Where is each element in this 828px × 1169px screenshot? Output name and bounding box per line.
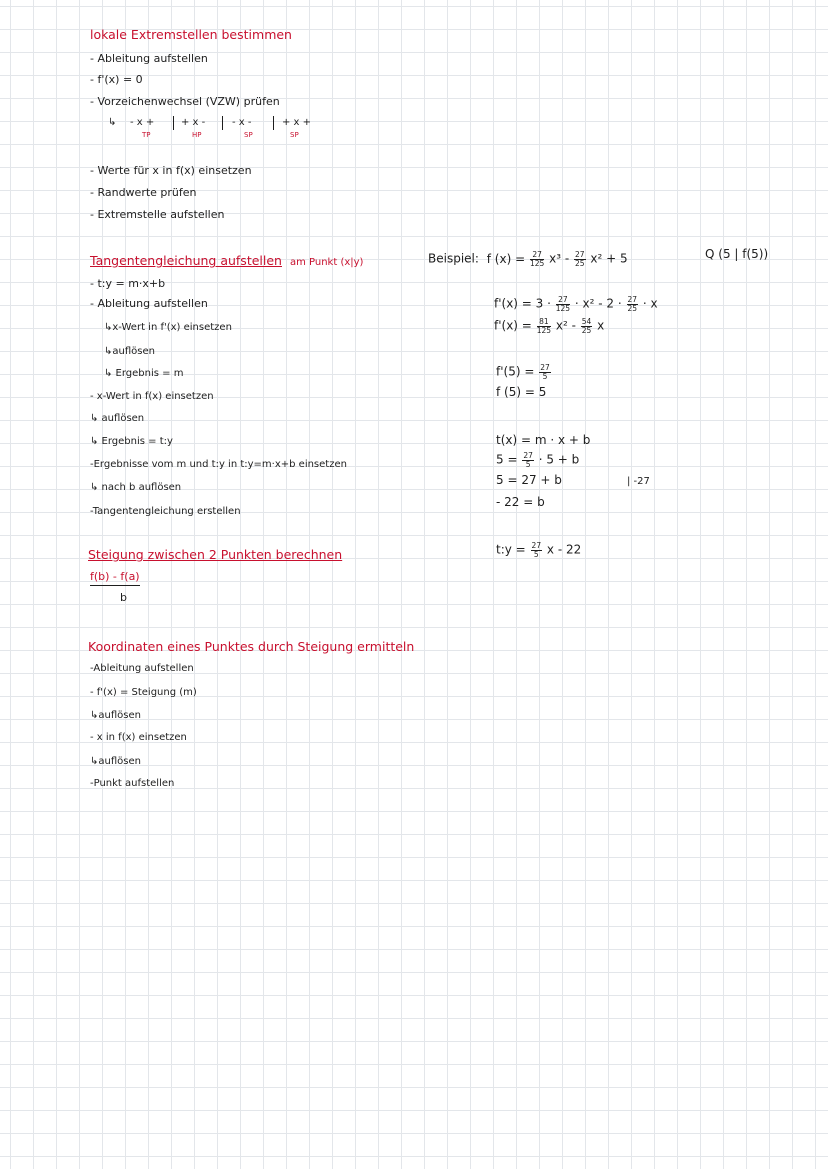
vzw-label-sp: SP xyxy=(244,131,253,139)
value-at-5: f (5) = 5 xyxy=(496,385,547,399)
fraction: $\frac{27}{5}$ xyxy=(540,363,550,381)
q-point: Q (5 | f(5)) xyxy=(705,247,769,261)
list-item: ↳ Ergebnis = m xyxy=(104,368,184,379)
list-item: ↳ nach b auflösen xyxy=(90,482,182,493)
list-item: ↳x-Wert in f'(x) einsetzen xyxy=(104,322,232,333)
fraction: $\frac{54}{25}$ xyxy=(581,317,592,335)
section2-heading xyxy=(90,254,363,269)
vzw-divider xyxy=(173,116,174,130)
tangent-substitution: 5 = $\frac{27}{5}$ · 5 + b xyxy=(496,451,580,469)
list-item: ↳auflösen xyxy=(90,710,141,721)
derivative-line-1: f'(x) = 3 · $\frac{27}{125}$ · x² - 2 · $\frac{27}{25}$ · x xyxy=(494,295,658,313)
tangent-step-note: | -27 xyxy=(627,476,650,487)
section2-title-suffix: am Punkt (x|y) xyxy=(289,257,364,268)
list-item: - Randwerte prüfen xyxy=(90,186,197,199)
vzw-label-sp: SP xyxy=(290,131,299,139)
tangent-step-2: - 22 = b xyxy=(496,495,545,509)
f-mid: x³ - xyxy=(549,251,570,266)
slope-numerator: f(b) - f(a) xyxy=(90,571,140,586)
list-item: ↳auflösen xyxy=(90,756,141,767)
fraction: $\frac{27}{25}$ xyxy=(627,295,638,313)
vzw-group: - x - xyxy=(232,117,252,128)
list-item: - x in f(x) einsetzen xyxy=(90,732,187,743)
vzw-group: - x + xyxy=(130,117,155,128)
list-item: -Punkt aufstellen xyxy=(90,778,175,789)
list-item: - x-Wert in f(x) einsetzen xyxy=(90,391,214,402)
f-end: x² + 5 xyxy=(590,251,628,266)
list-item: ↳auflösen xyxy=(104,346,155,357)
list-item: - f'(x) = 0 xyxy=(90,73,143,86)
list-item: -Ableitung aufstellen xyxy=(90,663,194,674)
vzw-divider xyxy=(222,116,223,130)
list-item: ↳ auflösen xyxy=(90,413,145,424)
section3-title: Steigung zwischen 2 Punkten berechnen xyxy=(88,547,343,562)
vzw-divider xyxy=(273,116,274,130)
vzw-group: + x - xyxy=(181,117,206,128)
slope-at-5: f'(5) = $\frac{27}{5}$ xyxy=(496,363,550,381)
list-item: -Ergebnisse vom m und t:y in t:y=m·x+b einsetzen xyxy=(90,459,347,470)
fraction: $\frac{27}{25}$ xyxy=(575,250,585,268)
fraction: $\frac{27}{5}$ xyxy=(523,451,533,469)
fraction: $\frac{27}{125}$ xyxy=(555,295,571,313)
slope-denominator: b xyxy=(120,591,127,604)
vzw-label-tp: TP xyxy=(142,131,151,139)
section4-title: Koordinaten eines Punktes durch Steigung ermitteln xyxy=(88,639,415,654)
list-item: -Tangentengleichung erstellen xyxy=(90,506,241,517)
tangent-step-1: 5 = 27 + b xyxy=(496,473,562,487)
example-label: Beispiel: xyxy=(428,251,479,266)
list-item: - Ableitung aufstellen xyxy=(90,297,208,310)
list-item: - Ableitung aufstellen xyxy=(90,52,208,65)
tangent-general: t(x) = m · x + b xyxy=(496,433,591,447)
fraction: $\frac{27}{125}$ xyxy=(529,250,545,268)
tangent-result: t:y = $\frac{27}{5}$ x - 22 xyxy=(496,541,582,559)
derivative-line-2: f'(x) = $\frac{81}{125}$ x² - $\frac{54}{25}$ x xyxy=(494,317,605,335)
list-item: - f'(x) = Steigung (m) xyxy=(90,687,197,698)
section1-title: lokale Extremstellen bestimmen xyxy=(90,27,292,42)
list-item: ↳ Ergebnis = t:y xyxy=(90,436,173,447)
vzw-group: + x + xyxy=(282,117,312,128)
fraction: $\frac{27}{5}$ xyxy=(531,541,542,559)
example-function xyxy=(428,251,628,267)
arrow-icon: ↳ xyxy=(108,117,117,128)
f-prefix: f (x) = xyxy=(486,251,526,266)
section2-title: Tangentengleichung aufstellen xyxy=(90,253,282,268)
list-item: - t:y = m·x+b xyxy=(90,277,166,290)
list-item: - Vorzeichenwechsel (VZW) prüfen xyxy=(90,95,280,108)
list-item: - Extremstelle aufstellen xyxy=(90,208,225,221)
fraction: $\frac{81}{125}$ xyxy=(536,317,552,335)
vzw-label-hp: HP xyxy=(192,131,202,139)
list-item: - Werte für x in f(x) einsetzen xyxy=(90,164,252,177)
